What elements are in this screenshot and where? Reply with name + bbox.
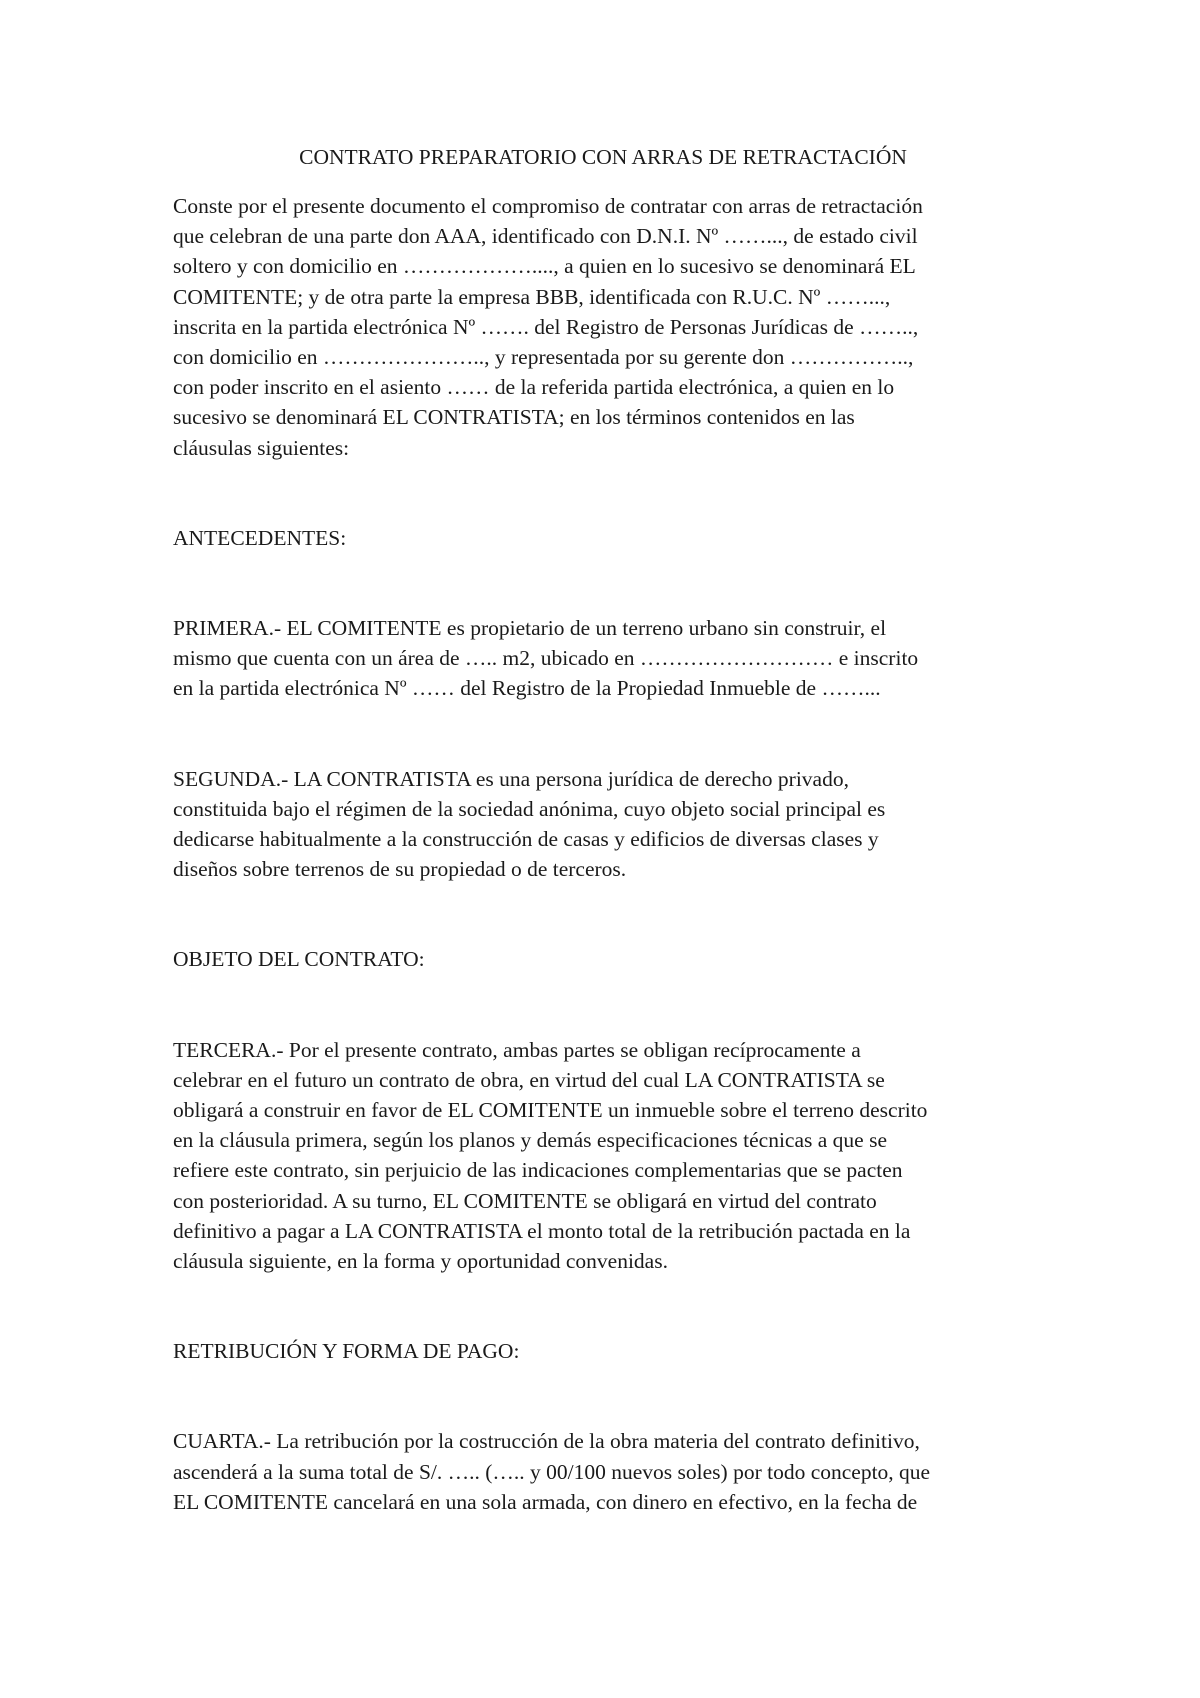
clause-line: dedicarse habitualmente a la construcción de casas y edificios de diversas clases y	[173, 827, 879, 852]
clause-cuarta	[173, 1426, 1033, 1517]
heading-objeto: OBJETO DEL CONTRATO:	[173, 947, 425, 972]
clause-line: constituida bajo el régimen de la sociedad anónima, cuyo objeto social principal es	[173, 796, 886, 821]
clause-line: PRIMERA.- EL COMITENTE es propietario de un terreno urbano sin construir, el	[173, 616, 887, 641]
intro-line: inscrita en la partida electrónica Nº ……. del Registro de Personas Jurídicas de ……..,	[173, 314, 919, 339]
clause-line: refiere este contrato, sin perjuicio de las indicaciones complementarias que se pacten	[173, 1158, 903, 1183]
clause-line: obligará a construir en favor de EL COMITENTE un inmueble sobre el terreno descrito	[173, 1098, 928, 1123]
intro-line: COMITENTE; y de otra parte la empresa BBB, identificada con R.U.C. Nº ……...,	[173, 284, 891, 309]
heading-antecedentes: ANTECEDENTES:	[173, 525, 347, 550]
clause-line: TERCERA.- Por el presente contrato, ambas partes se obligan recíprocamente a	[173, 1037, 861, 1062]
clause-line: celebrar en el futuro un contrato de obra, en virtud del cual LA CONTRATISTA se	[173, 1067, 885, 1092]
clause-line: cláusula siguiente, en la forma y oportunidad convenidas.	[173, 1249, 668, 1274]
clause-line: ascenderá a la suma total de S/. ….. (….. y 00/100 nuevos soles) por todo concepto, que	[173, 1459, 931, 1484]
clause-line: diseños sobre terrenos de su propiedad o de terceros.	[173, 857, 627, 882]
clause-line: con posterioridad. A su turno, EL COMITENTE se obligará en virtud del contrato	[173, 1188, 877, 1213]
clause-line: en la partida electrónica Nº …… del Registro de la Propiedad Inmueble de ……...	[173, 676, 881, 701]
intro-line: cláusulas siguientes:	[173, 435, 350, 460]
clause-line: SEGUNDA.- LA CONTRATISTA es una persona jurídica de derecho privado,	[173, 766, 849, 791]
intro-line: sucesivo se denominará EL CONTRATISTA; en los términos contenidos en las	[173, 405, 855, 430]
clause-tercera	[173, 1035, 1033, 1277]
heading-retribucion: RETRIBUCIÓN Y FORMA DE PAGO:	[173, 1339, 520, 1364]
intro-line: con poder inscrito en el asiento …… de la referida partida electrónica, a quien en lo	[173, 375, 895, 400]
clause-line: definitivo a pagar a LA CONTRATISTA el monto total de la retribución pactada en la	[173, 1218, 911, 1243]
clause-line: en la cláusula primera, según los planos y demás especificaciones técnicas a que se	[173, 1128, 888, 1153]
intro-line: que celebran de una parte don AAA, identificado con D.N.I. Nº ……..., de estado civil	[173, 224, 918, 249]
intro-line: Conste por el presente documento el compromiso de contratar con arras de retractación	[173, 194, 923, 218]
document-body	[173, 142, 1033, 1517]
clause-segunda	[173, 764, 1033, 885]
clause-line: CUARTA.- La retribución por la costrucción de la obra materia del contrato definitivo,	[173, 1429, 920, 1454]
clause-line: mismo que cuenta con un área de ….. m2, ubicado en ……………………… e inscrito	[173, 646, 919, 671]
clause-primera	[173, 613, 1033, 704]
intro-paragraph	[173, 191, 1033, 463]
clause-line: EL COMITENTE cancelará en una sola armada, con dinero en efectivo, en la fecha de	[173, 1489, 918, 1514]
intro-line: con domicilio en ………………….., y representada por su gerente don ……………..,	[173, 345, 914, 370]
intro-line: soltero y con domicilio en ………………...., a quien en lo sucesivo se denominará EL	[173, 254, 916, 279]
document-title: CONTRATO PREPARATORIO CON ARRAS DE RETRACTACIÓN	[299, 145, 907, 169]
